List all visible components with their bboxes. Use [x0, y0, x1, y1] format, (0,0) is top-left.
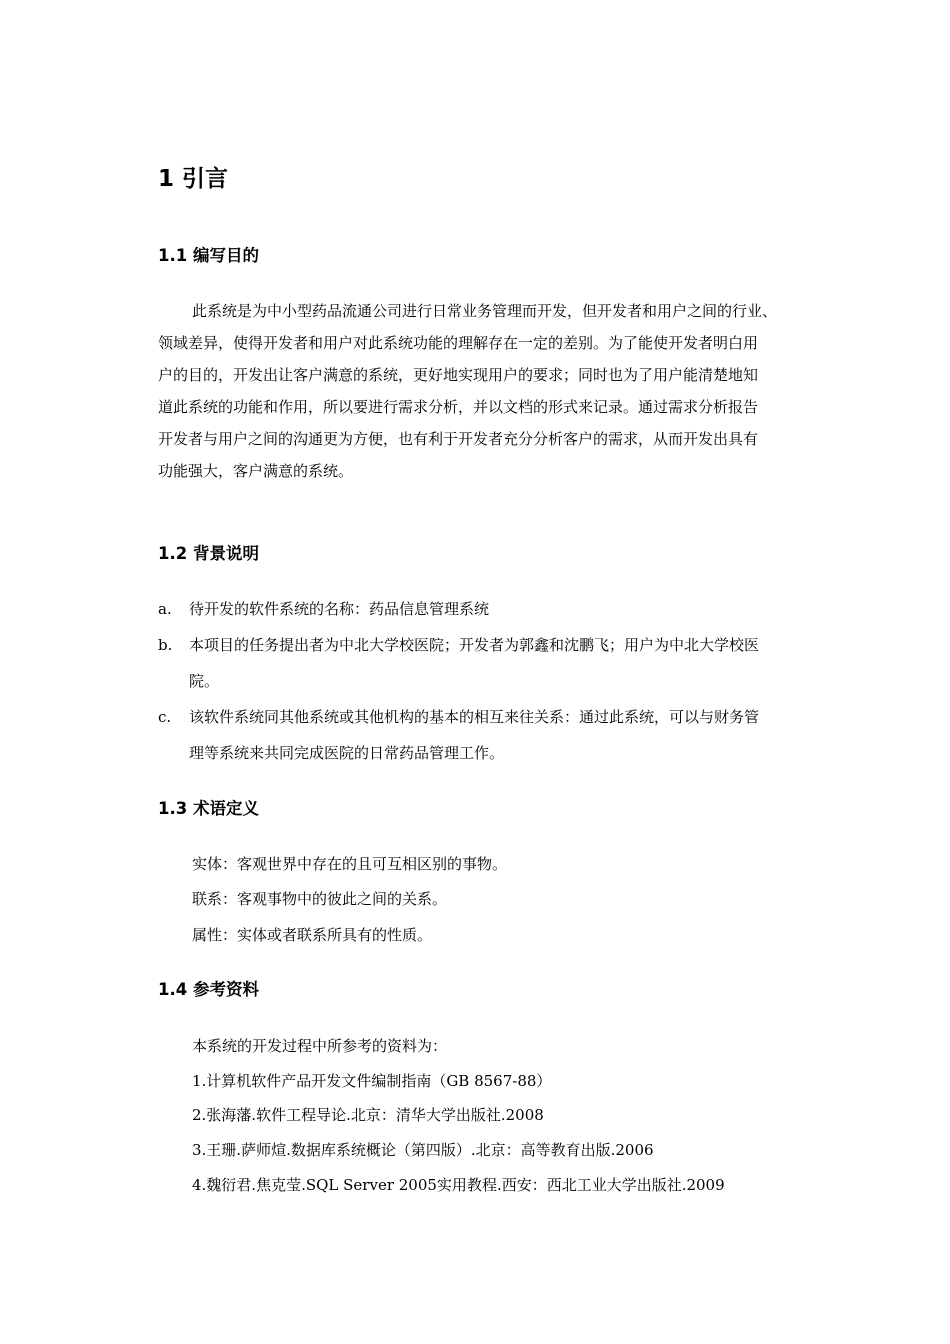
paragraph-line: 道此系统的功能和作用，所以要进行需求分析，并以文档的形式来记录。通过需求分析报告 — [158, 398, 759, 416]
section-heading-background: 1.2 背景说明 — [158, 544, 259, 563]
term-definition: 实体：客观世界中存在的且可互相区别的事物。 — [192, 855, 508, 873]
list-item-text: 待开发的软件系统的名称：药品信息管理系统 — [189, 600, 490, 618]
section-heading-terms: 1.3 术语定义 — [158, 799, 259, 818]
chapter-title: 1 引言 — [158, 166, 229, 192]
list-marker: c. — [158, 708, 172, 726]
reference-item: 3.王珊.萨师煊.数据库系统概论（第四版）.北京：高等教育出版.2006 — [192, 1141, 654, 1159]
reference-item: 2.张海藩.软件工程导论.北京：清华大学出版社.2008 — [192, 1106, 544, 1124]
list-item-continuation: 院。 — [189, 672, 220, 690]
list-item-continuation: 理等系统来共同完成医院的日常药品管理工作。 — [189, 744, 505, 762]
list-item — [158, 627, 858, 699]
reference-item: 4.魏衍君.焦克莹.SQL Server 2005实用教程.西安：西北工业大学出版社.2009 — [192, 1176, 725, 1194]
reference-item: 1.计算机软件产品开发文件编制指南（GB 8567-88） — [192, 1072, 552, 1090]
section-heading-references: 1.4 参考资料 — [158, 980, 259, 999]
purpose-paragraph — [158, 295, 858, 487]
paragraph-line: 此系统是为中小型药品流通公司进行日常业务管理而开发，但开发者和用户之间的行业、 — [192, 302, 778, 320]
paragraph-line: 开发者与用户之间的沟通更为方便，也有利于开发者充分分析客户的需求，从而开发出具有 — [158, 430, 759, 448]
section-heading-purpose: 1.1 编写目的 — [158, 246, 259, 265]
list-marker: b. — [158, 636, 173, 654]
term-definition: 属性：实体或者联系所具有的性质。 — [192, 926, 433, 944]
list-item — [158, 591, 858, 627]
list-item — [158, 699, 858, 771]
list-item-text: 该软件系统同其他系统或其他机构的基本的相互来往关系：通过此系统，可以与财务管 — [189, 708, 760, 726]
paragraph-line: 户的目的，开发出让客户满意的系统，更好地实现用户的要求；同时也为了用户能清楚地知 — [158, 366, 759, 384]
term-definition: 联系：客观事物中的彼此之间的关系。 — [192, 890, 448, 908]
list-item-text: 本项目的任务提出者为中北大学校医院；开发者为郭鑫和沈鹏飞；用户为中北大学校医 — [189, 636, 760, 654]
paragraph-line: 功能强大，客户满意的系统。 — [158, 462, 354, 480]
list-marker: a. — [158, 600, 172, 618]
paragraph-line: 领域差异，使得开发者和用户对此系统功能的理解存在一定的差别。为了能使开发者明白用 — [158, 334, 759, 352]
references-intro: 本系统的开发过程中所参考的资料为： — [192, 1037, 448, 1055]
